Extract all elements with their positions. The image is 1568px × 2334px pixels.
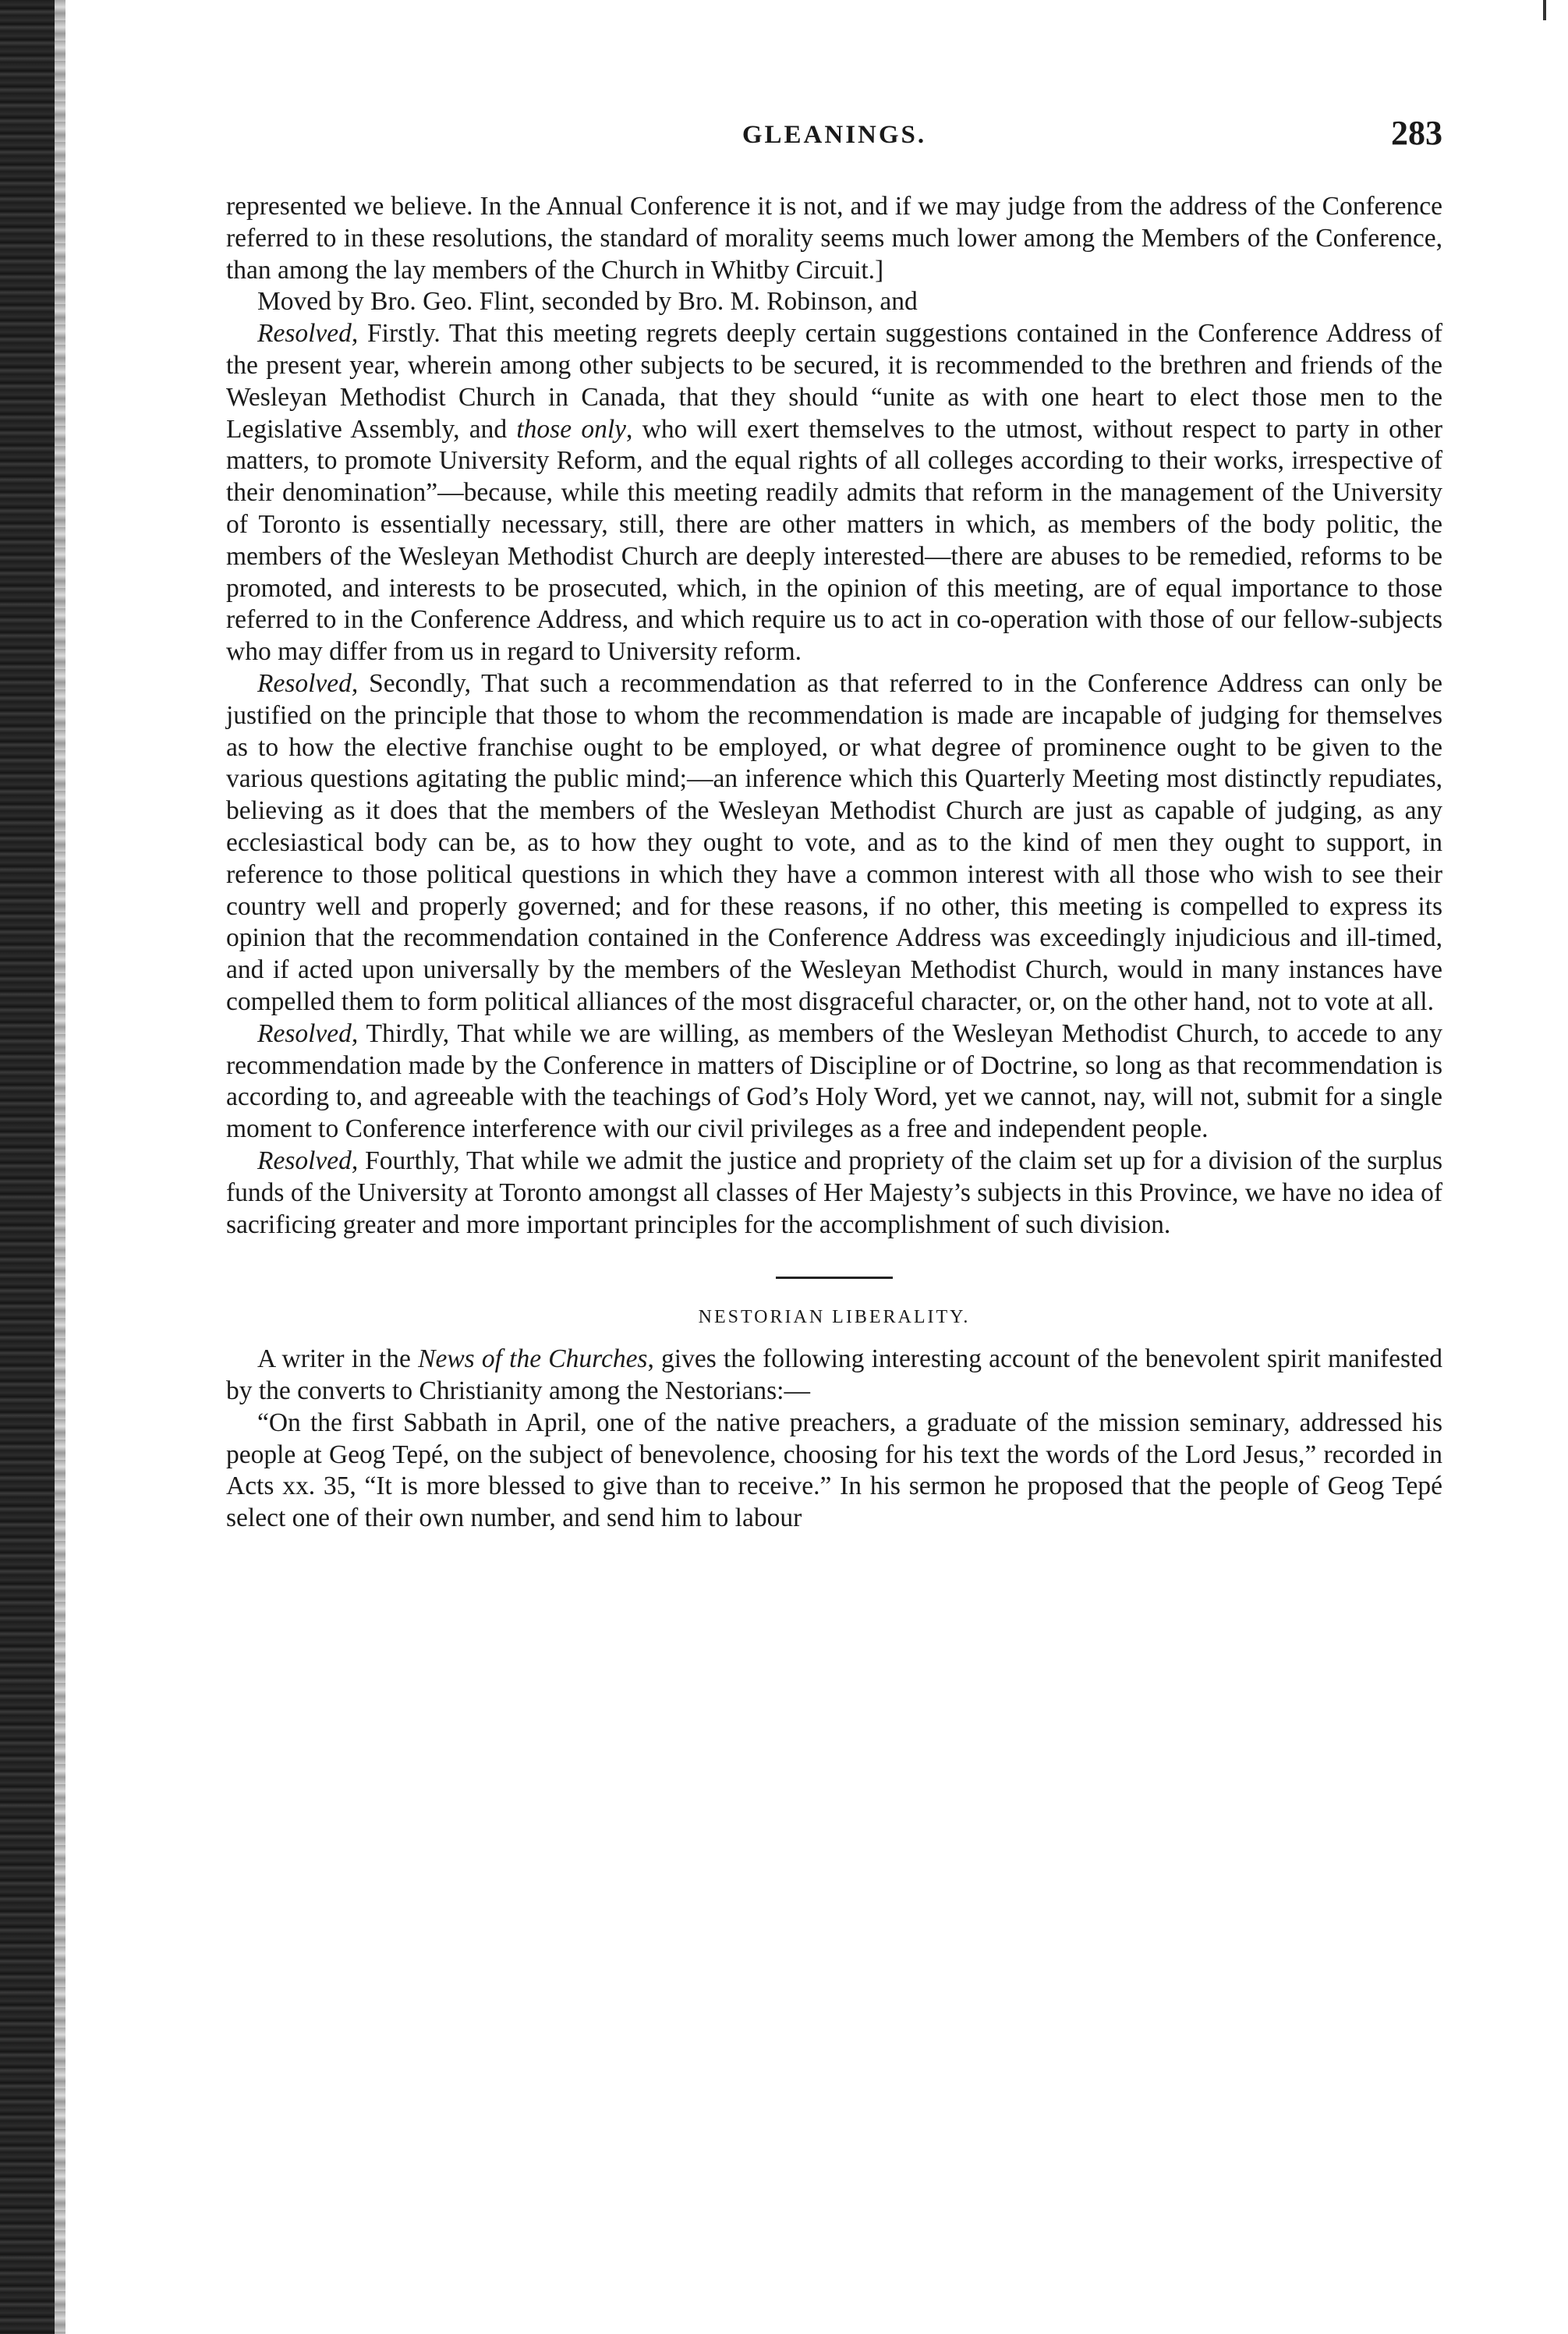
italic-text: Resolved, [257, 319, 359, 349]
italic-text: Resolved, [257, 668, 359, 698]
running-title: GLEANINGS. [742, 121, 927, 149]
paragraph-resolved-fourthly [226, 1146, 1442, 1241]
text-run: Fourthly, That while we admit the justice and propriety of the claim set up for a division of the surplus funds of the University at Toronto amongst all classes of Her Majesty’s subjects in this Province, we have no idea of sacrificing greater and more important principles for the accomplishment of such division. [226, 1146, 1442, 1239]
italic-text: Resolved, [257, 1146, 359, 1175]
scan-corner-mark [1543, 0, 1546, 20]
italic-text: News of the Churches [418, 1344, 648, 1374]
italic-text: Resolved, [257, 1018, 359, 1048]
paragraph-resolved-secondly [226, 668, 1442, 1018]
book-binding-shadow [55, 0, 65, 2334]
paragraph-resolved-thirdly [226, 1018, 1442, 1146]
text-run: represented we believe. In the Annual Conference it is not, and if we may judge from the address of the Conference referred to in these resolutions, the standard of morality seems much lower among the Members of the Conference, than among the lay members of the Church in Whitby Circuit.] [226, 192, 1442, 285]
page-number: 283 [1391, 114, 1442, 152]
text-run: , who will exert themselves to the utmost, without respect to party in other matters, to promote University Reform, and the equal rights of all colleges according to their works, irrespective of their denomination”—because, while this meeting readily admits that reform in the management of the University of Toronto is essentially necessary, still, there are other matters in which, as members of the body politic, the members of the Wesleyan Methodist Church are deeply interested—there are abuses to be remedied, reforms to be promoted, and interests to be prosecuted, which, in the opinion of this meeting, are of equal importance to those referred to in the Conference Address, and which require us to act in co-operation with those of our fellow-subjects who may differ from us in regard to University reform. [226, 414, 1442, 667]
paragraph-nestorian-quote [226, 1408, 1442, 1535]
page-header [226, 113, 1442, 161]
paragraph-resolved-firstly [226, 318, 1442, 668]
paragraph-nestorian-intro [226, 1344, 1442, 1408]
text-run: Thirdly, That while we are willing, as members of the Wesleyan Methodist Church, to accede to any recommendation made by the Conference in matters of Discipline or of Doctrine, so long as that recommendation is according to, and agreeable with the teachings of God’s Holy Word, yet we cannot, nay, will not, submit for a single moment to Conference interference with our civil privileges as a free and independent people. [226, 1018, 1442, 1144]
text-run: Secondly, That such a recommendation as that referred to in the Conference Address can only be justified on the principle that those to whom the recommendation is made are incapable of judging for themselves as to how the elective franchise ought to be employed, or what degree of prominence ought to be given to the various questions agitating the public mind;—an inference which this Quarterly Meeting most distinctly repudiates, believing as it does that the members of the Wesleyan Methodist Church are just as capable of judging, as any ecclesiastical body can be, as to how they ought to vote, and as to the kind of men they ought to support, in reference to those political questions in which they have a common interest with all those who wish to see their country well and properly governed; and for these reasons, if no other, this meeting is compelled to express its opinion that the recommendation contained in the Conference Address was exceedingly injudicious and ill-timed, and if acted upon universally by the members of the Wesleyan Methodist Church, would in many instances have compelled them to form political alliances of the most disgraceful character, or, on the other hand, not to vote at all. [226, 668, 1442, 1016]
body-text [226, 191, 1442, 1535]
page [226, 113, 1442, 1535]
text-run: Moved by Bro. Geo. Flint, seconded by Bro. M. Robinson, and [257, 287, 918, 317]
section-heading: NESTORIAN LIBERALITY. [698, 1307, 971, 1328]
text-run: A writer in the [257, 1344, 419, 1374]
text-run: , gives the following interesting account of the benevolent spirit manifested by the converts to Christianity among the Nestorians:— [226, 1344, 1442, 1406]
paragraph-continuation [226, 191, 1442, 286]
book-binding-edge [0, 0, 55, 2334]
section-divider [776, 1277, 893, 1279]
paragraph-moved [226, 286, 1442, 318]
text-run: “On the first Sabbath in April, one of the native preachers, a graduate of the mission seminary, addressed his people at Geog Tepé, on the subject of benevolence, choosing for his text the words of the Lord Jesus,” recorded in Acts xx. 35, “It is more blessed to give than to receive.” In his sermon he proposed that the people of Geog Tepé select one of their own number, and send him to labour [226, 1408, 1442, 1533]
text-run: Firstly. That this meeting regrets deeply certain suggestions contained in the Conference Address of the present year, wherein among other subjects to be secured, it is recommended to the brethren and friends of the Wesleyan Methodist Church in Canada, that they should “unite as with one heart to elect those men to the Legislative Assembly, and [226, 319, 1442, 444]
italic-text: those only [516, 414, 627, 444]
